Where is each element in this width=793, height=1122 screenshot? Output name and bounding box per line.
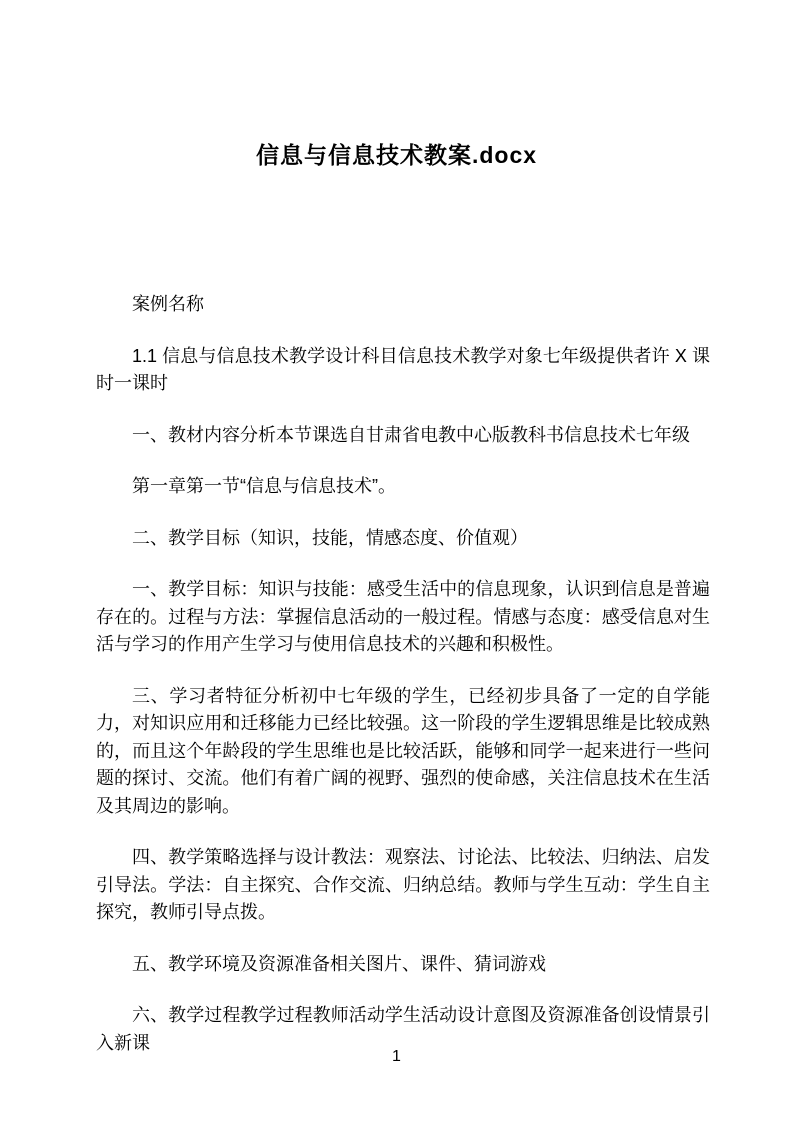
paragraph-section-2: 二、教学目标（知识，技能，情感态度、价值观） xyxy=(132,527,528,548)
paragraph-chapter-ref: 第一章第一节“信息与信息技术”。 xyxy=(132,476,396,496)
paragraph-teaching-goals: 一、教学目标：知识与技能：感受生活中的信息现象，认识到信息是普遍存在的。过程与方法：掌握信息活动的一般过程。情感与态度：感受信息对生活与学习的作用产生学习与使用信息技术的兴趣和积极性。 xyxy=(96,579,710,654)
paragraph-section-1: 一、教材内容分析本节课选自甘肃省电教中心版教科书信息技术七年级 xyxy=(132,424,690,445)
paragraph-section-6: 六、教学过程教学过程教师活动学生活动设计意图及资源准备创设情景引入新课 xyxy=(96,1005,710,1053)
paragraph-section-5: 五、教学环境及资源准备相关图片、课件、猜词游戏 xyxy=(132,953,546,974)
paragraph-section-3: 三、学习者特征分析初中七年级的学生，已经初步具备了一定的自学能力，对知识应用和迁移能力已经比较强。这一阶段的学生逻辑思维是比较成熟的，而且这个年龄段的学生思维也是比较活跃，能够和同学一起来进行一些问题的探讨、交流。他们有着广阔的视野、强烈的使命感，关注信息技术在生活及其周边的影响。 xyxy=(96,685,710,816)
document-title: 信息与信息技术教案.docx xyxy=(255,142,538,168)
paragraph-section-4: 四、教学策略选择与设计教法：观察法、讨论法、比较法、归纳法、启发引导法。学法：自主探究、合作交流、归纳总结。教师与学生互动：学生自主探究，教师引导点拨。 xyxy=(96,847,710,922)
document-body xyxy=(96,291,710,1057)
paragraph-case-name: 案例名称 xyxy=(132,294,204,314)
page-number: 1 xyxy=(392,1048,401,1065)
paragraph-lesson-heading: 1.1 信息与信息技术教学设计科目信息技术教学对象七年级提供者许 X 课时一课时 xyxy=(96,345,710,393)
